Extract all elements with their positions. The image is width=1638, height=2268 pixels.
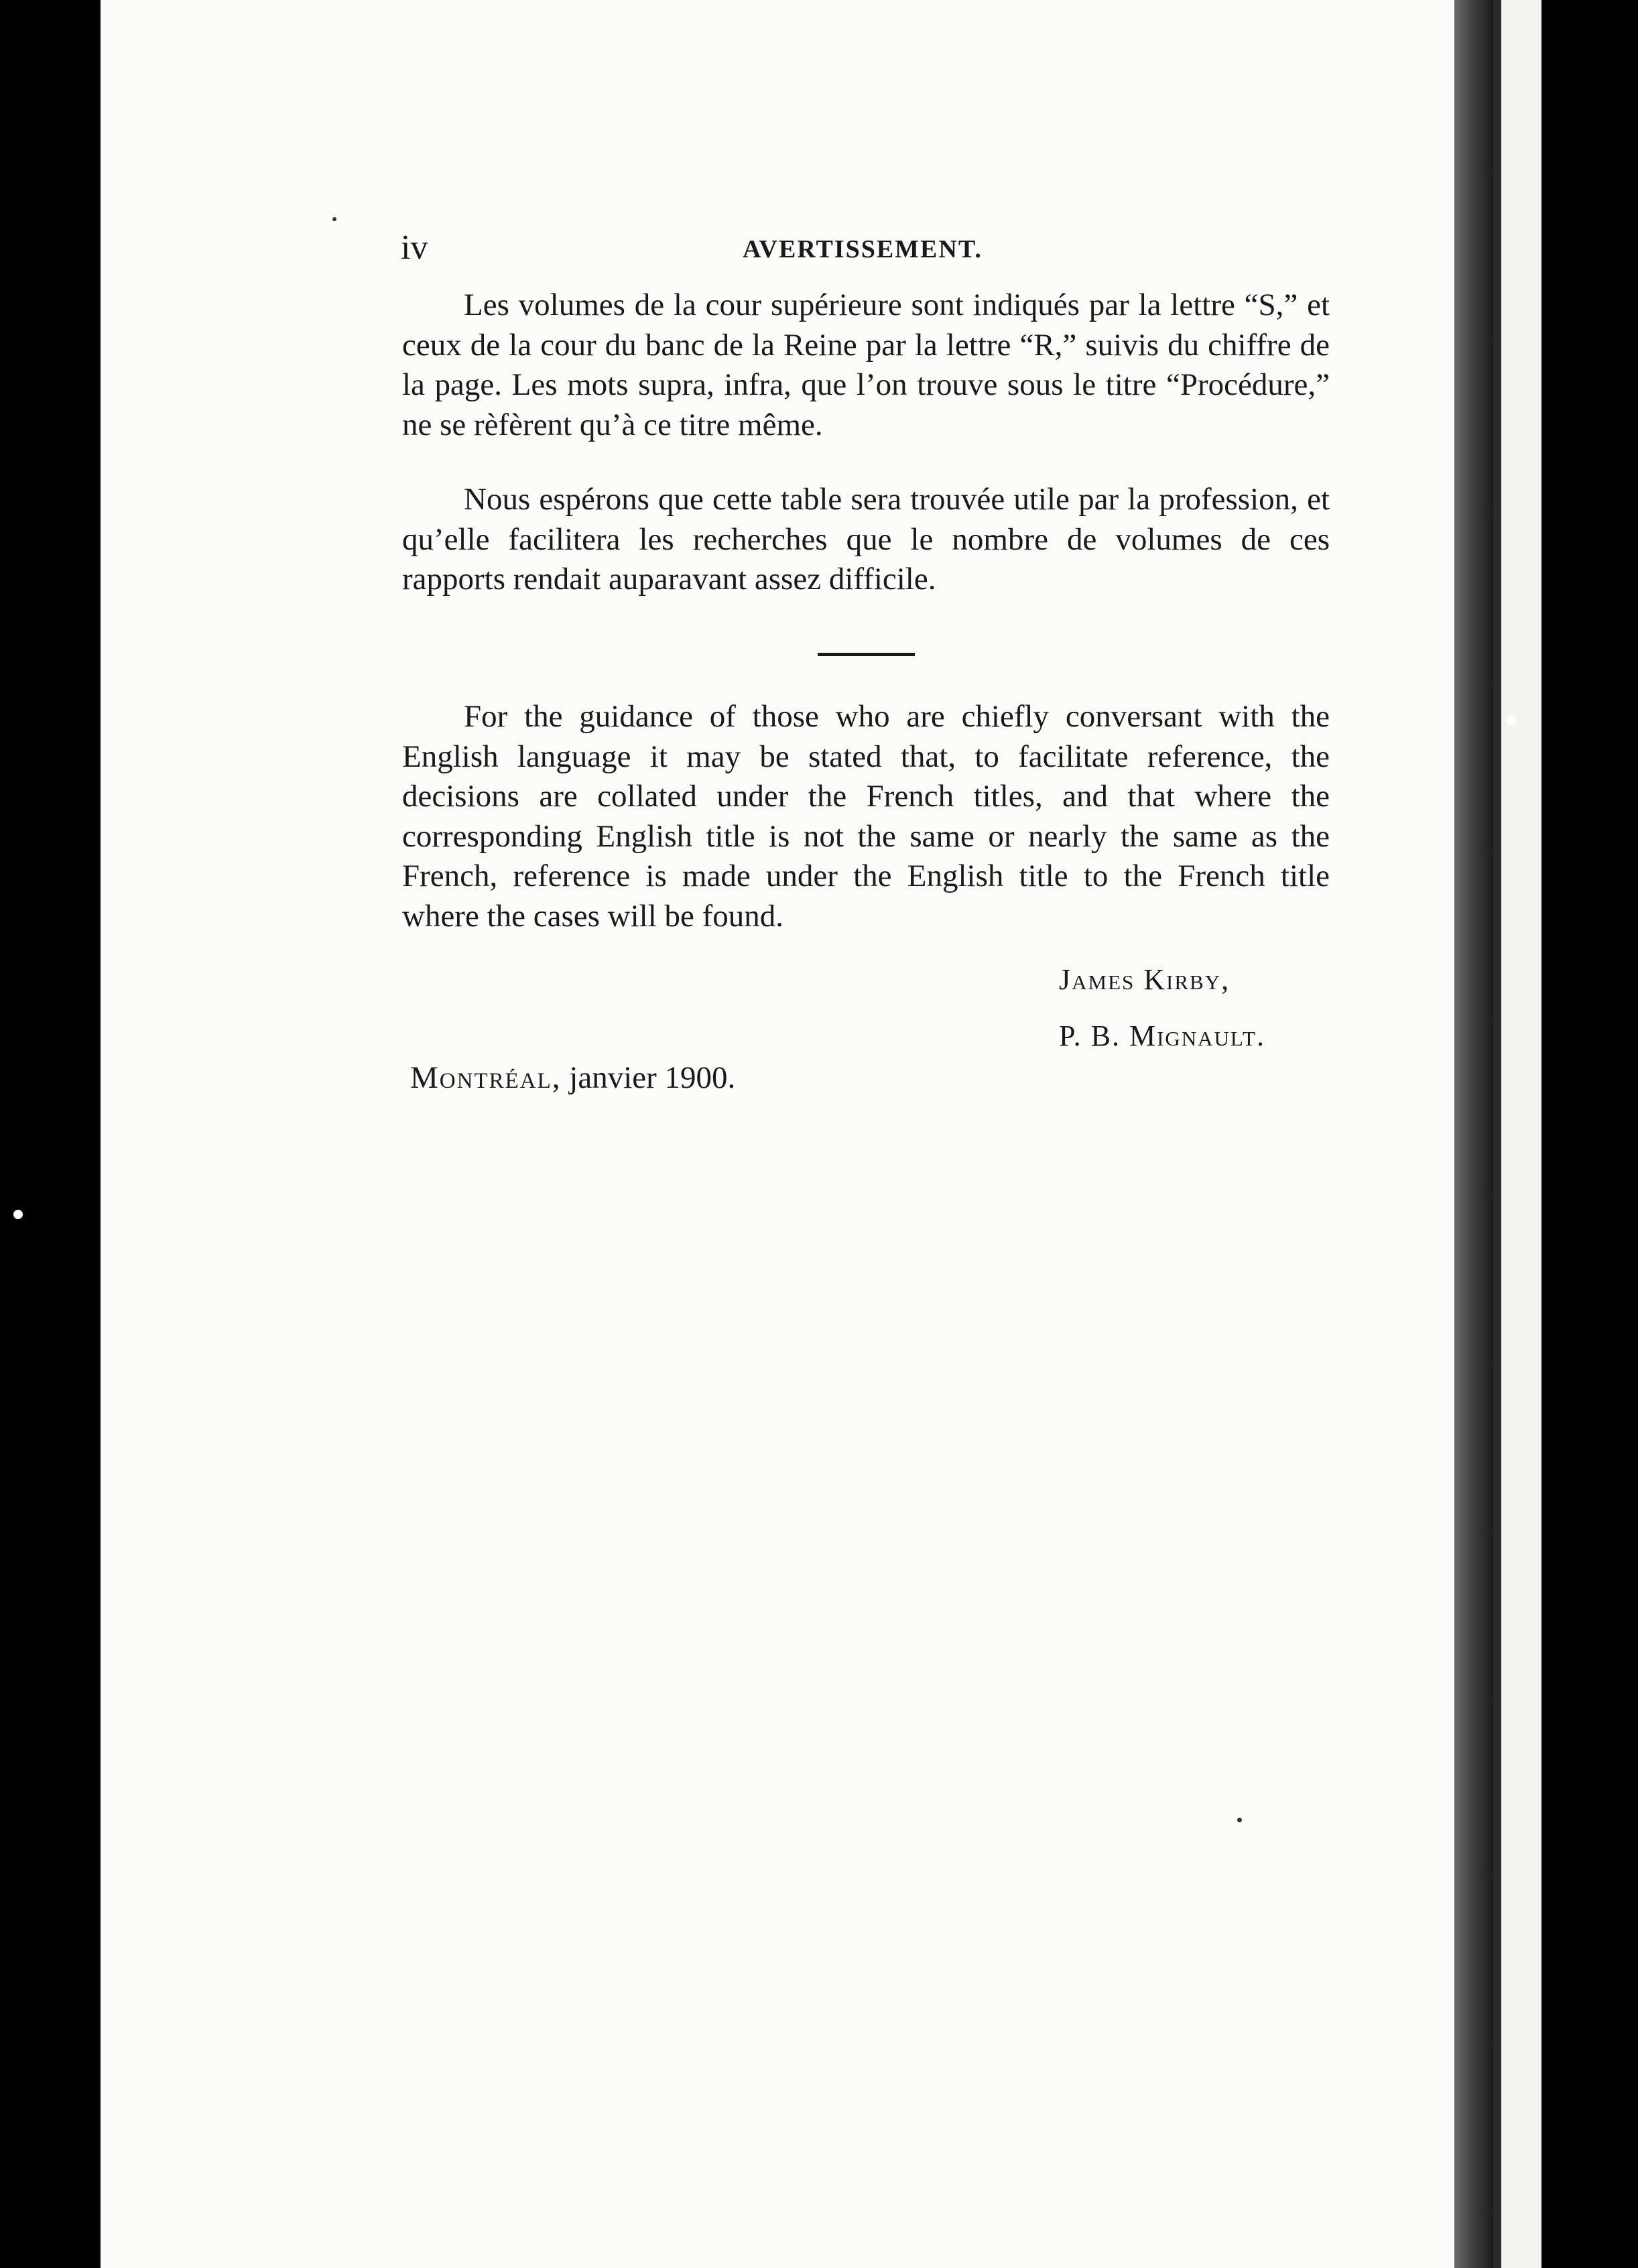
scan-right-margin: [1541, 0, 1638, 2268]
section-divider: [818, 653, 915, 656]
signature-kirby: James Kirby,: [1059, 963, 1231, 996]
scan-speck: [13, 1210, 23, 1219]
french-paragraph-1: [402, 286, 1330, 445]
running-head: AVERTISSEMENT.: [743, 235, 983, 263]
scan-speck: [1237, 1818, 1242, 1822]
scan-speck: [332, 217, 336, 221]
place: Montréal,: [410, 1060, 562, 1095]
french-paragraph-2-text: Nous espérons que cette table sera trouvée utile par la profession, et qu’elle facilitera les recherches que le nombre de volumes de ces rapports rendait auparavant assez difficile.: [402, 482, 1330, 596]
place-date: [410, 1059, 735, 1096]
next-page-edge: [1501, 0, 1541, 2268]
scan-left-margin: [0, 0, 101, 2268]
french-paragraph-1-text: Les volumes de la cour supérieure sont indiqués par la lettre “S,” et ceux de la cour du banc de la Reine par la lettre “R,” suivis du chiffre de la page. Les mots supra, infra, que l’on trouve sous le titre “Procédure,” ne se rèfèrent qu’à ce titre même.: [402, 288, 1330, 442]
english-paragraph: [402, 697, 1330, 936]
date: janvier 1900.: [561, 1060, 736, 1095]
page-header: [401, 228, 1330, 268]
page-number: iv: [401, 229, 428, 267]
scan-speck: [1507, 716, 1516, 725]
signature-mignault: P. B. Mignault.: [1059, 1019, 1265, 1052]
english-paragraph-text: For the guidance of those who are chiefly conversant with the English language it may be stated that, to facilitate reference, the decisions are collated under the French titles, and that where the corresponding English title is not the same or nearly the same as the French, reference is made under the English title to the French title where the cases will be found.: [402, 699, 1330, 934]
french-paragraph-2: [402, 480, 1330, 600]
